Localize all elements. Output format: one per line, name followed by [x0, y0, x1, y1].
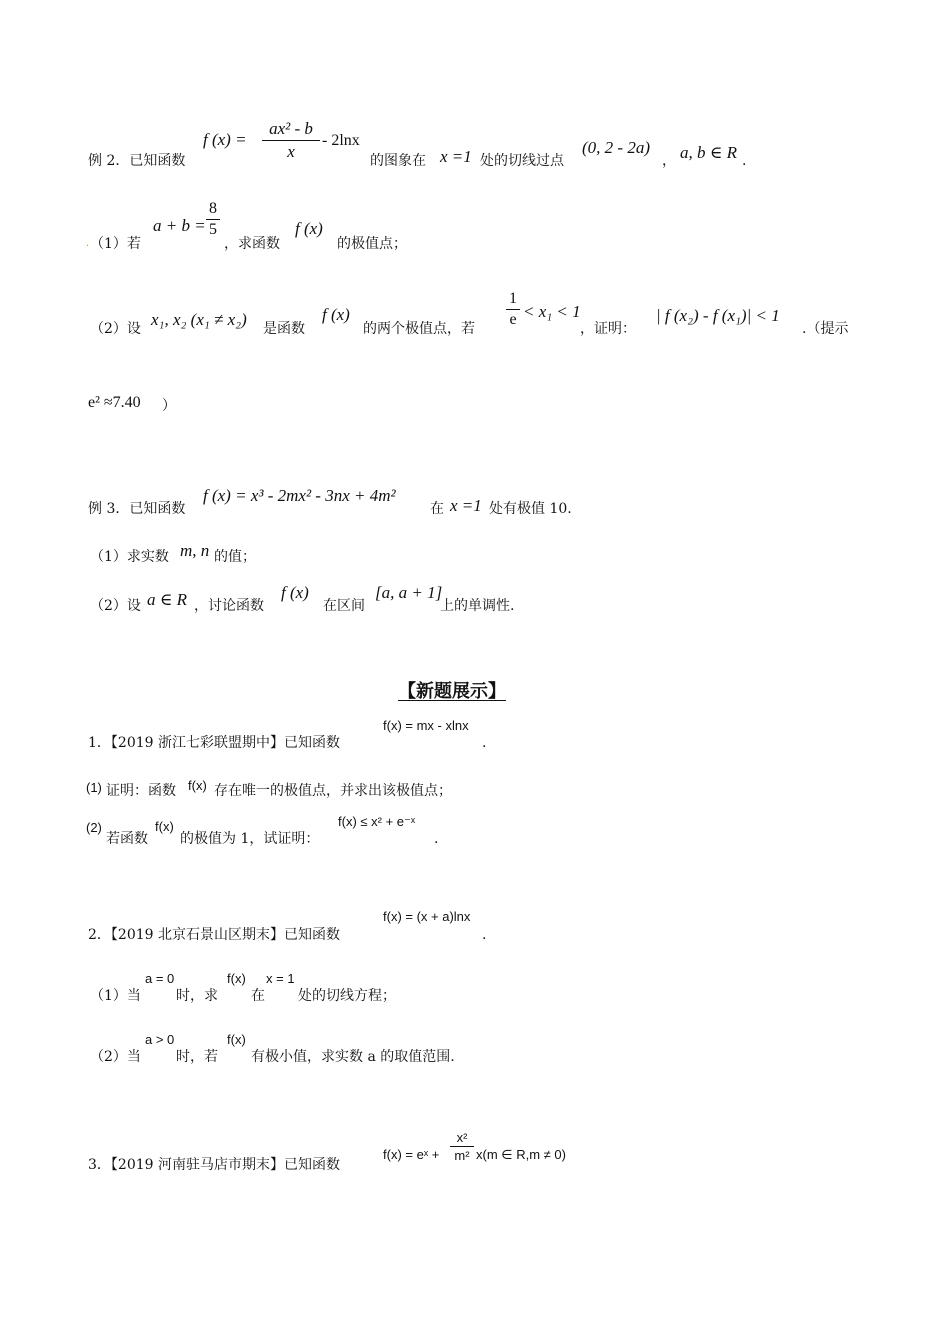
ex2-text1: 的图象在	[370, 153, 426, 169]
ex2-p2-numerator: 1	[509, 290, 517, 307]
q2-p1-label: （1）当	[90, 988, 141, 1004]
ex3-p1-vars: m, n	[180, 541, 210, 560]
q1-p1-text2: 存在唯一的极值点，并求出该极值点；	[214, 783, 452, 799]
ex3-p2-interval: [a, a + 1]	[375, 583, 443, 602]
ex2-p1-fraction	[206, 200, 220, 239]
ex3-p1-label: （1）求实数	[90, 549, 169, 565]
ex3-fx: f (x) = x³ - 2mx² - 3nx + 4m²	[203, 486, 396, 505]
ex2-p2-vars: x₁, x₂ (x₁ ≠ x₂)	[151, 310, 247, 329]
q2-p2-text1: 时，若	[176, 1049, 218, 1065]
q2-label: 2．【2019 北京石景山区期末】已知函数	[88, 927, 340, 943]
ex3-text1: 在	[430, 501, 444, 517]
q1-p2-text2: 的极值为 1，试证明：	[180, 831, 320, 847]
ex2-set: a, b ∈ R	[680, 143, 737, 162]
ex3-p2-cond: a ∈ R	[147, 590, 187, 609]
ex2-comma: ，	[662, 153, 676, 169]
q2-p1-tail: 处的切线方程；	[298, 988, 396, 1004]
ex3-p2-tail: 上的单调性.	[440, 598, 515, 614]
q1-p1-text1: 证明：函数	[106, 783, 176, 799]
q2-p2-tail: 有极小值，求实数 a 的取值范围.	[251, 1049, 455, 1065]
ex2-p1-tail: 的极值点；	[337, 236, 407, 252]
ex2-p2-text3: ，证明：	[580, 321, 636, 337]
ex2-frac-bar	[262, 140, 320, 141]
ex2-dot: .	[742, 153, 747, 169]
q1-p2-label: (2)	[86, 820, 102, 835]
ex2-p1-frac-bar	[206, 219, 220, 220]
ex3-p1-tail: 的值；	[214, 549, 256, 565]
q1-p2-text1: 若函数	[106, 831, 148, 847]
ex2-fraction	[262, 119, 320, 162]
q2-p2-label: （2）当	[90, 1049, 141, 1065]
q2-p1-x: x = 1	[266, 971, 295, 986]
revision-mark: .	[86, 238, 90, 249]
q2-dot: .	[482, 927, 487, 943]
ex3-label: 例 3．已知函数	[88, 501, 186, 517]
ex2-p2-fraction	[506, 290, 520, 329]
q1-formula: f(x) = mx - xlnx	[383, 718, 469, 733]
ex3-p2-fx: f (x)	[281, 583, 309, 602]
q1-p2-ineq: f(x) ≤ x² + e⁻ˣ	[338, 814, 416, 829]
ex3-text2: 处有极值 10.	[489, 501, 572, 517]
ex2-p2-label: （2）设	[90, 321, 141, 337]
ex2-p2-text2: 的两个极值点，若	[363, 321, 475, 337]
ex2-p2-ineq: < x₁ < 1	[523, 302, 581, 321]
ex2-fx: f (x) =	[203, 130, 247, 149]
ex2-hint: e² ≈7.40	[88, 394, 141, 411]
ex2-p1-fx: f (x)	[295, 219, 323, 238]
q2-p1-text1: 时，求	[176, 988, 218, 1004]
ex2-p2-text4: .（提示	[802, 321, 849, 337]
ex2-point: (0, 2 - 2a)	[582, 138, 650, 157]
ex2-frac-numerator: ax² - b	[269, 119, 313, 138]
q1-label: 1．【2019 浙江七彩联盟期中】已知函数	[88, 735, 340, 751]
q2-p2-cond: a > 0	[145, 1032, 175, 1047]
ex2-p1-denominator: 5	[209, 221, 217, 238]
ex2-text2: 处的切线过点	[480, 153, 564, 169]
section-title: 【新题展示】	[398, 681, 506, 702]
q2-p1-text2: 在	[251, 988, 265, 1004]
q3-formula-left: f(x) = eˣ +	[383, 1147, 440, 1162]
ex3-x1: x =1	[450, 496, 482, 515]
ex2-p2-frac-bar	[506, 309, 520, 310]
ex2-p1-label: （1）若	[90, 236, 141, 252]
ex2-p2-abs: | f (x₂) - f (x₁)| < 1	[656, 306, 780, 325]
q2-p1-fx: f(x)	[227, 971, 246, 986]
ex2-p2-fx: f (x)	[322, 305, 350, 324]
ex2-p1-cond: a + b =	[153, 216, 206, 235]
q1-p1-fx: f(x)	[188, 778, 207, 793]
ex2-hint-close: ）	[162, 398, 176, 414]
q3-label: 3．【2019 河南驻马店市期末】已知函数	[88, 1157, 340, 1173]
ex3-p2-label: （2）设	[90, 598, 141, 614]
q1-p1-label: (1)	[86, 780, 102, 795]
q2-p2-fx: f(x)	[227, 1032, 246, 1047]
ex2-x1: x =1	[440, 147, 472, 166]
q2-formula: f(x) = (x + a)lnx	[383, 909, 471, 924]
q3-formula-right: x(m ∈ R,m ≠ 0)	[476, 1147, 566, 1162]
ex2-minus-tail: - 2lnx	[322, 132, 360, 149]
ex3-p2-text1: ，讨论函数	[194, 598, 264, 614]
q1-p2-dot: .	[434, 831, 439, 847]
q2-p1-cond: a = 0	[145, 971, 175, 986]
ex2-frac-denominator: x	[287, 142, 295, 161]
q3-fraction	[450, 1130, 474, 1163]
q1-dot: .	[482, 735, 487, 751]
q3-frac-bar	[450, 1146, 474, 1147]
q3-frac-denominator: m²	[454, 1148, 470, 1163]
q3-frac-numerator: x²	[456, 1130, 468, 1145]
ex2-p2-text1: 是函数	[263, 321, 305, 337]
ex2-p1-text: ，求函数	[224, 236, 280, 252]
ex2-label: 例 2．已知函数	[88, 153, 186, 169]
ex2-p2-denominator: e	[509, 311, 517, 328]
ex2-p1-numerator: 8	[209, 200, 217, 217]
q1-p2-fx: f(x)	[155, 819, 174, 834]
ex3-p2-text2: 在区间	[323, 598, 365, 614]
